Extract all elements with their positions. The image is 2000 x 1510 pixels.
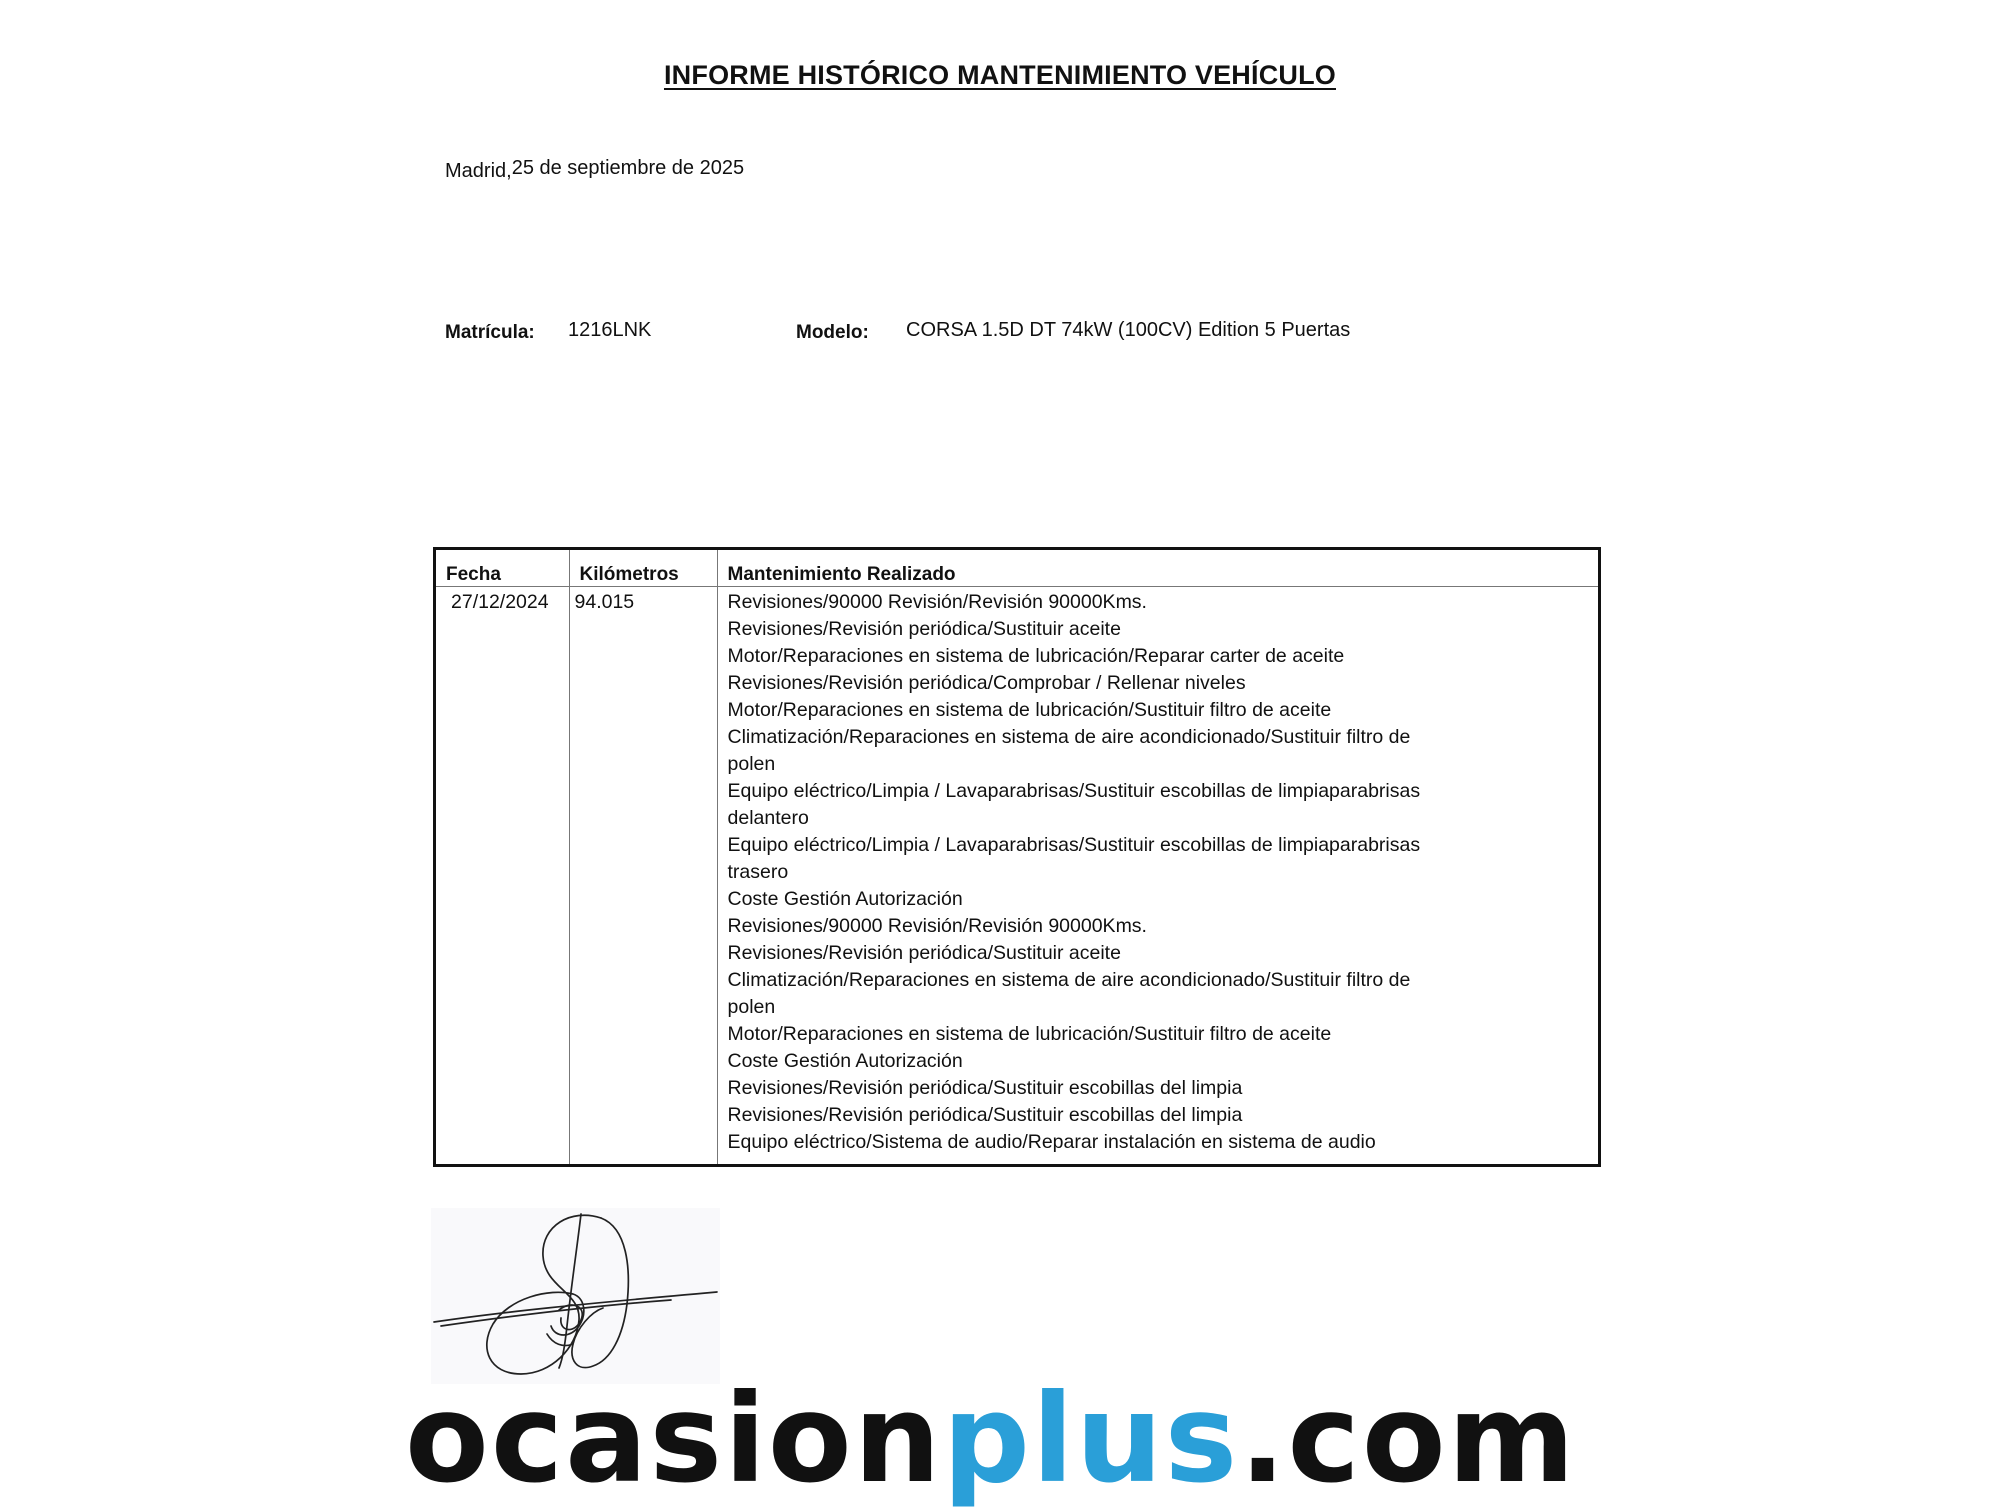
task-item: Equipo eléctrico/Sistema de audio/Reparar instalación en sistema de audio <box>727 1131 1376 1153</box>
cell-fecha: 27/12/2024 <box>451 591 549 613</box>
header-kilometros: Kilómetros <box>569 550 717 587</box>
task-item: Equipo eléctrico/Limpia / Lavaparabrisas/Sustituir escobillas de limpiaparabrisas delantero <box>727 780 1421 829</box>
city: Madrid, <box>445 160 512 182</box>
ocasionplus-logo <box>405 1368 1605 1510</box>
model-value: CORSA 1.5D DT 74kW (100CV) Edition 5 Puertas <box>906 319 1351 341</box>
place-date <box>445 157 744 180</box>
task-item: Revisiones/90000 Revisión/Revisión 90000Kms. <box>727 915 1147 937</box>
task-item: Revisiones/Revisión periódica/Sustituir aceite <box>727 942 1121 964</box>
maintenance-table <box>433 547 1601 1167</box>
task-item: Coste Gestión Autorización <box>727 1050 963 1072</box>
signature <box>431 1208 720 1384</box>
logo-part-plus: plus <box>942 1368 1240 1510</box>
task-item: Revisiones/Revisión periódica/Sustituir escobillas del limpia <box>727 1077 1243 1099</box>
header-fecha: Fecha <box>436 550 569 587</box>
cell-tasks <box>717 587 1598 1165</box>
task-item: Equipo eléctrico/Limpia / Lavaparabrisas/Sustituir escobillas de limpiaparabrisas trasero <box>727 834 1421 883</box>
plate-value: 1216LNK <box>568 319 652 341</box>
task-item: Coste Gestión Autorización <box>727 888 963 910</box>
task-item: Climatización/Reparaciones en sistema de aire acondicionado/Sustituir filtro de polen <box>727 969 1411 1018</box>
task-item: Revisiones/Revisión periódica/Sustituir aceite <box>727 618 1121 640</box>
task-item: Motor/Reparaciones en sistema de lubricación/Sustituir filtro de aceite <box>727 699 1332 721</box>
logo-part-ocasion: ocasion <box>405 1368 943 1510</box>
task-item: Motor/Reparaciones en sistema de lubricación/Reparar carter de aceite <box>727 645 1345 667</box>
task-item: Revisiones/Revisión periódica/Sustituir escobillas del limpia <box>727 1104 1243 1126</box>
task-item: Motor/Reparaciones en sistema de lubricación/Sustituir filtro de aceite <box>727 1023 1332 1045</box>
task-item: Revisiones/Revisión periódica/Comprobar / Rellenar niveles <box>727 672 1246 694</box>
task-item: Revisiones/90000 Revisión/Revisión 90000Kms. <box>727 591 1147 613</box>
plate-label: Matrícula: <box>445 322 535 343</box>
logo-part-com: .com <box>1239 1368 1577 1510</box>
document-title: INFORME HISTÓRICO MANTENIMIENTO VEHÍCULO <box>663 60 1336 90</box>
model-label: Modelo: <box>796 322 869 343</box>
header-mantenimiento: Mantenimiento Realizado <box>717 550 1598 587</box>
table-header-row <box>436 550 1598 587</box>
cell-kilometros: 94.015 <box>569 587 717 1165</box>
report-date: 25 de septiembre de 2025 <box>511 157 745 179</box>
table-row <box>436 587 1598 1165</box>
task-item: Climatización/Reparaciones en sistema de aire acondicionado/Sustituir filtro de polen <box>727 726 1411 775</box>
